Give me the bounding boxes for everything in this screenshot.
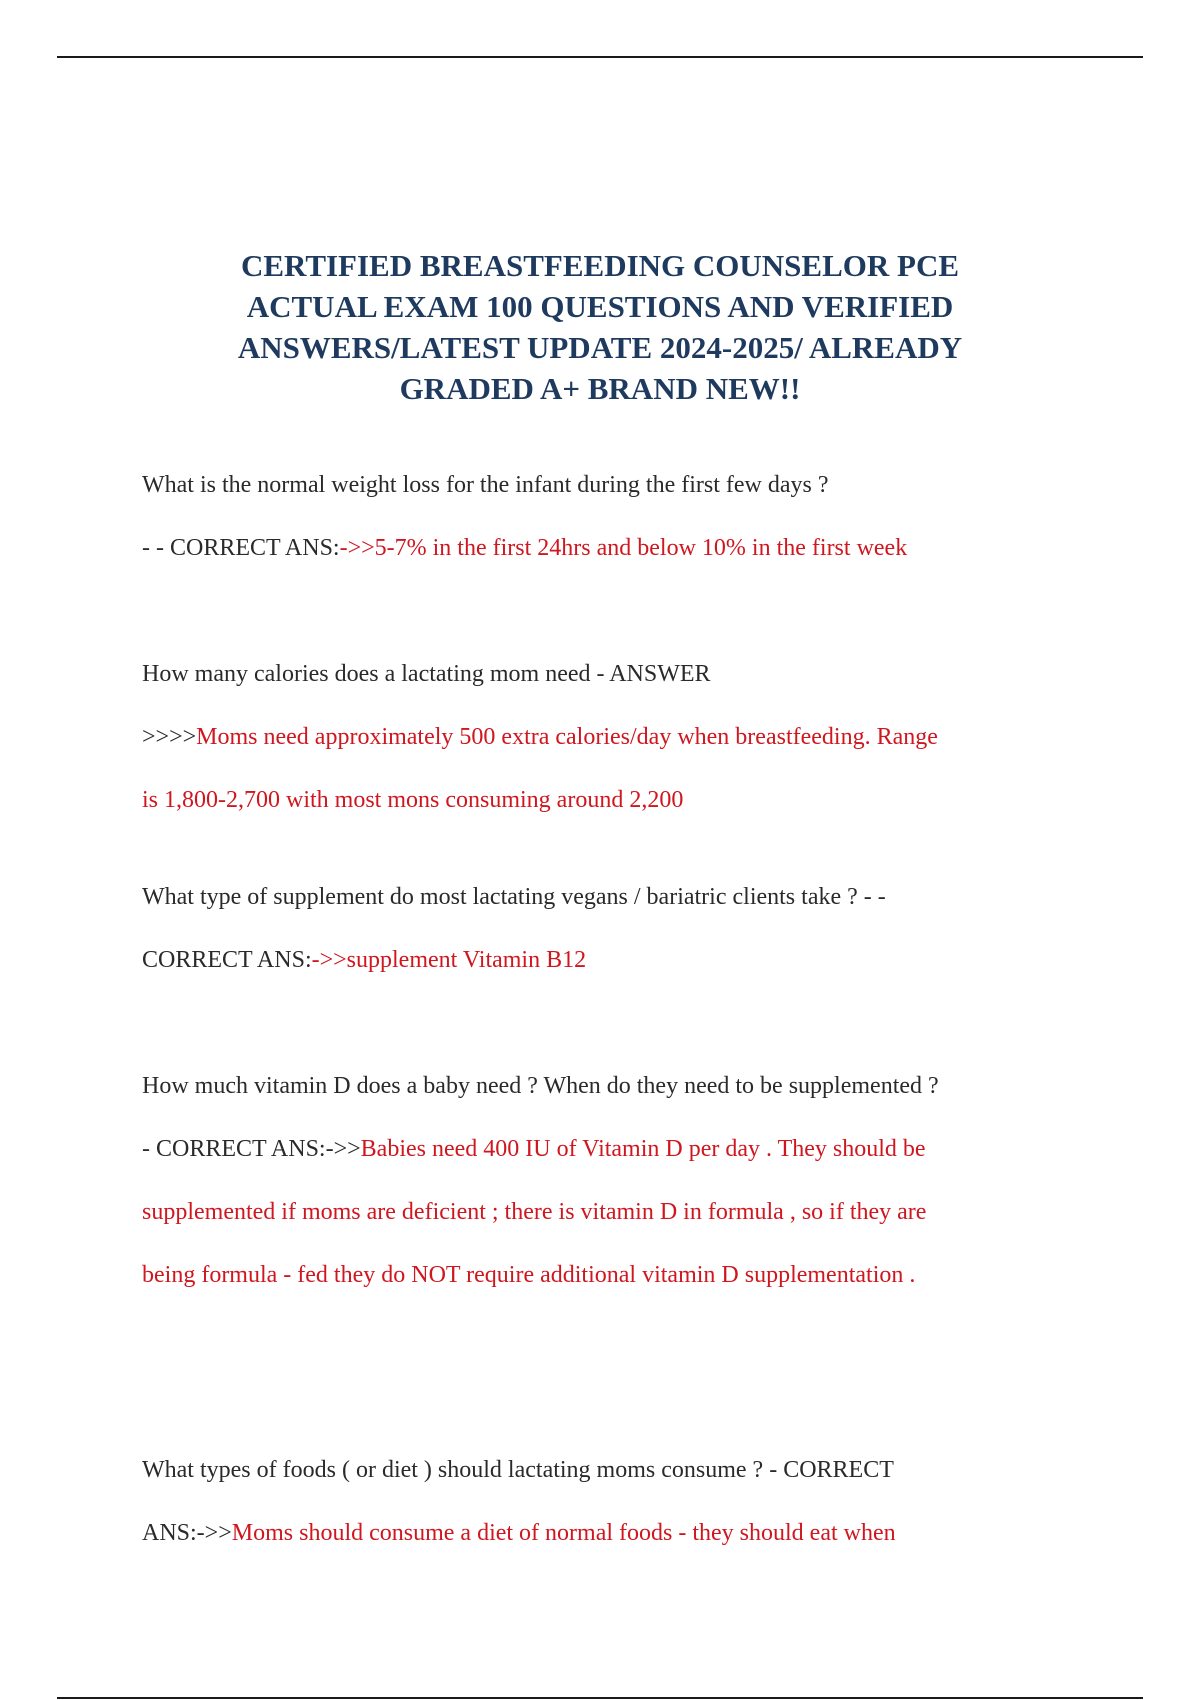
answer-prefix: ANS:->> <box>142 1520 232 1546</box>
title-line: ANSWERS/LATEST UPDATE 2024-2025/ ALREADY <box>237 330 963 365</box>
answer-text: Babies need 400 IU of Vitamin D per day . They should be <box>360 1136 926 1162</box>
answer-line <box>142 722 938 752</box>
question-text: How much vitamin D does a baby need ? When do they need to be supplemented ? <box>142 1073 939 1099</box>
title-line: CERTIFIED BREASTFEEDING COUNSELOR PCE <box>240 248 960 283</box>
answer-prefix: - - CORRECT ANS: <box>142 535 340 561</box>
answer-line <box>142 533 907 563</box>
title-line: GRADED A+ BRAND NEW!! <box>399 371 801 406</box>
answer-text: Moms should consume a diet of normal foods - they should eat when <box>231 1520 896 1546</box>
answer-prefix: >>>> <box>142 724 197 750</box>
answer-text: being formula - fed they do NOT require additional vitamin D supplementation . <box>142 1262 916 1288</box>
bottom-rule <box>57 1697 1143 1699</box>
answer-line <box>142 1518 896 1548</box>
question-text: What types of foods ( or diet ) should lactating moms consume ? - CORRECT <box>142 1457 894 1483</box>
question-text: What is the normal weight loss for the infant during the first few days ? <box>142 472 829 498</box>
question-text: What type of supplement do most lactating vegans / bariatric clients take ? - - <box>142 884 886 910</box>
document-title <box>100 245 1100 409</box>
answer-text: ->>5-7% in the first 24hrs and below 10% in the first week <box>339 535 908 561</box>
question-text: How many calories does a lactating mom need - ANSWER <box>142 661 711 687</box>
title-line: ACTUAL EXAM 100 QUESTIONS AND VERIFIED <box>246 289 954 324</box>
answer-text: ->>supplement Vitamin B12 <box>311 947 587 973</box>
answer-prefix: CORRECT ANS: <box>142 947 312 973</box>
answer-text: supplemented if moms are deficient ; there is vitamin D in formula , so if they are <box>142 1199 927 1225</box>
answer-line <box>142 945 586 975</box>
answer-line <box>142 1134 926 1164</box>
top-rule <box>57 56 1143 58</box>
answer-prefix: - CORRECT ANS:->> <box>142 1136 361 1162</box>
answer-text: is 1,800-2,700 with most mons consuming around 2,200 <box>142 787 684 813</box>
answer-text: Moms need approximately 500 extra calories/day when breastfeeding. Range <box>196 724 938 750</box>
